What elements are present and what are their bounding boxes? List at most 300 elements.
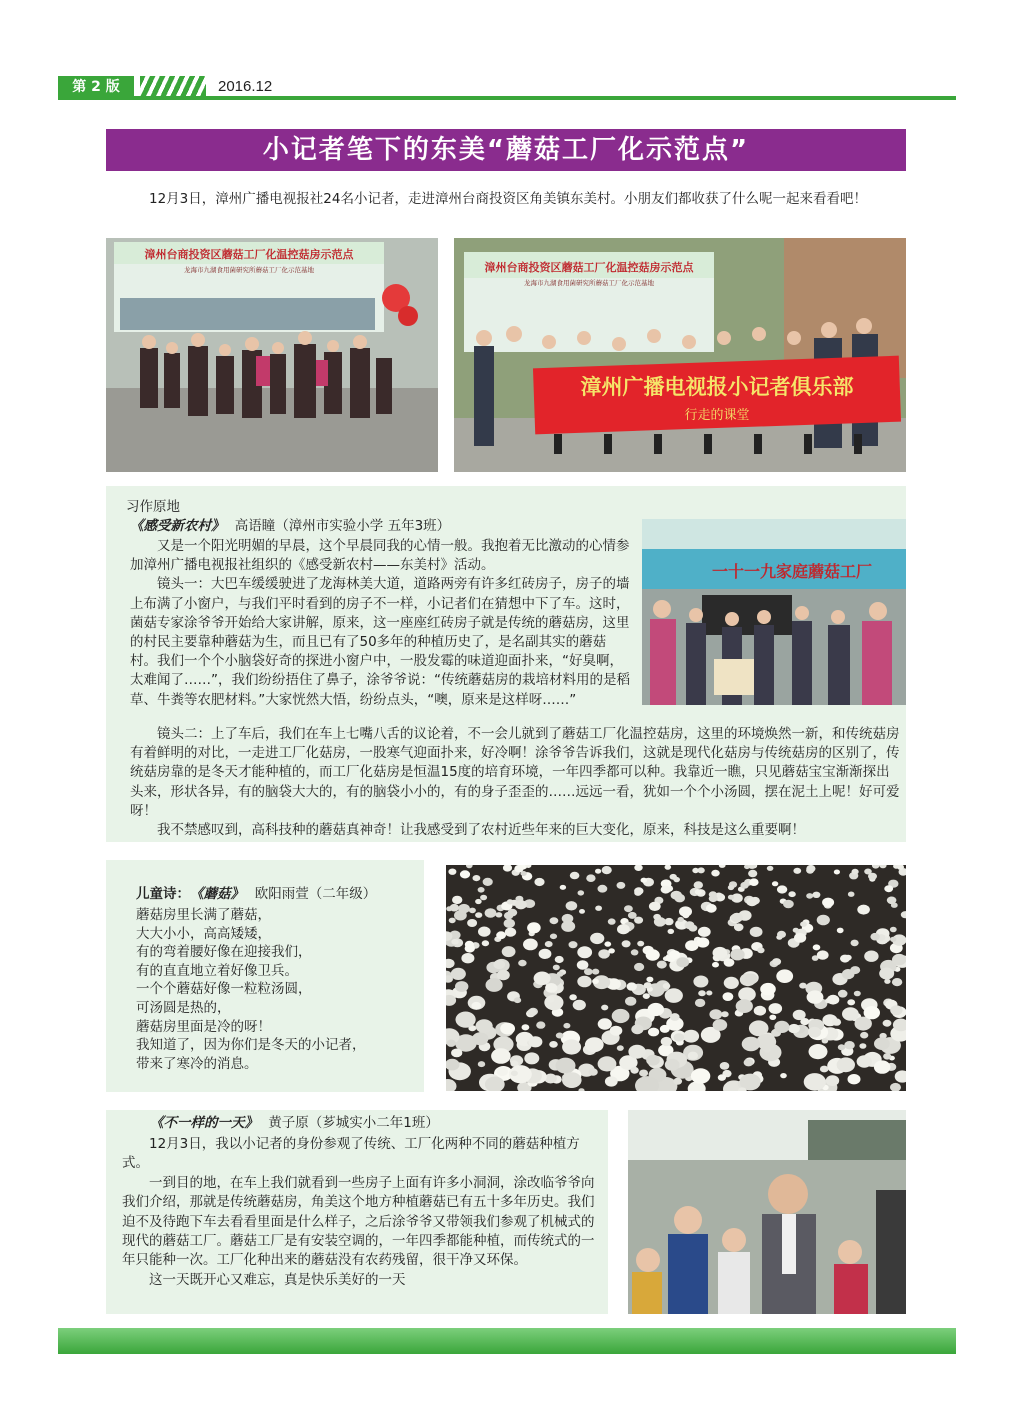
mushroom-cap [573, 1000, 586, 1011]
mushroom-cap [451, 939, 458, 945]
mushroom-cap [478, 1061, 485, 1067]
mushroom-cap [458, 904, 470, 913]
mushroom-cap [676, 957, 689, 967]
column-label: 习作原地 [126, 499, 180, 515]
mushroom-cap [570, 872, 580, 880]
mushroom-cap [817, 915, 830, 926]
mushroom-cap [476, 1019, 493, 1033]
mushroom-cap [604, 941, 611, 946]
mushroom-cap [465, 941, 474, 948]
mushroom-cap [528, 1036, 542, 1047]
mushroom-cap [679, 906, 692, 916]
poem-heading [136, 884, 376, 904]
mushroom-cap [860, 1032, 868, 1039]
mushroom-cap [724, 958, 735, 967]
mushroom-cap [450, 904, 459, 912]
mushroom-cap [837, 1057, 855, 1072]
mushroom-cap [892, 954, 906, 965]
mushroom-cap [644, 982, 652, 988]
mushroom-cap [842, 1007, 859, 1020]
poem-line: 蘑菇房里面是冷的呀！ [136, 1018, 271, 1035]
mushroom-cap [657, 961, 667, 969]
mushroom-cap [586, 874, 595, 882]
poem-line: 蘑菇房里长满了蘑菇， [136, 907, 271, 923]
mushroom-cap [478, 887, 485, 893]
mushroom-cap [678, 917, 684, 922]
mushroom-cap [646, 977, 653, 983]
mushroom-cap [859, 1043, 866, 1049]
mushroom-cap [608, 948, 615, 953]
mushroom-cap [592, 979, 599, 984]
mushroom-cap [622, 940, 631, 947]
mushroom-cap [769, 1003, 783, 1014]
mushroom-cap [838, 1044, 845, 1050]
mushroom-cap [555, 956, 564, 963]
article-3-author: 黄子原（芗城实小二年1班） [268, 1115, 439, 1131]
mushroom-cap [553, 965, 560, 971]
mushroom-cap [668, 929, 675, 934]
mushroom-cap [683, 1030, 699, 1043]
mushroom-cap [673, 1078, 682, 1085]
mushroom-cap [630, 1067, 638, 1074]
mushroom-cap [892, 978, 902, 986]
mushroom-cap [806, 893, 813, 899]
mushroom-cap [793, 868, 801, 874]
mushroom-cap [648, 1028, 659, 1037]
mushroom-cap [847, 999, 855, 1005]
mushroom-cap [598, 1018, 612, 1029]
mushroom-cap [736, 999, 753, 1013]
mushroom-cap [890, 937, 896, 942]
mushroom-cap [514, 865, 523, 873]
article-3-heading [150, 1114, 439, 1133]
mushroom-cap [864, 1006, 880, 1019]
mushroom-cap [887, 897, 897, 905]
mushroom-cap [788, 1024, 800, 1033]
mushroom-cap [631, 949, 639, 955]
mushroom-cap [800, 922, 807, 927]
mushroom-cap [469, 908, 476, 914]
mushroom-cap [772, 958, 781, 965]
article-3-body [122, 1135, 596, 1290]
mushroom-cap [788, 891, 795, 897]
mushroom-cap [822, 898, 834, 908]
footer-bar [58, 1328, 956, 1354]
mushroom-cap [515, 900, 527, 909]
mushroom-cap [585, 1037, 604, 1052]
mushroom-cap [601, 1005, 608, 1011]
mushroom-cap [706, 991, 712, 996]
mushroom-cap [808, 1027, 821, 1038]
mushroom-cap [536, 1021, 545, 1028]
mushroom-cap [486, 978, 503, 992]
mushroom-cap [777, 931, 786, 938]
intro-text: 12月3日，漳州广播电视报社24名小记者，走进漳州台商投资区角美镇东美村。小朋友们都收获了什么呢一起来看看吧！ [149, 191, 867, 207]
photo-group-banner [454, 238, 906, 472]
poem-title: 《蘑菇》 [190, 886, 244, 902]
mushroom-cap [508, 909, 518, 917]
mushroom-cap [496, 931, 506, 939]
poem-label: 儿童诗： [136, 886, 190, 902]
mushroom-cap [890, 927, 897, 933]
mushroom-cap [670, 1013, 680, 1021]
mushroom-cap [718, 1074, 726, 1081]
mushroom-cap [478, 927, 491, 937]
mushroom-cap [598, 885, 608, 893]
mushroom-cap [617, 924, 630, 934]
mushroom-cap [728, 895, 734, 900]
mushroom-cap [777, 885, 787, 893]
mushroom-cap [857, 905, 870, 915]
mushroom-cap [713, 1019, 728, 1031]
mushroom-cap [577, 976, 591, 988]
mushroom-cap [595, 869, 601, 874]
mushroom-cap [837, 928, 844, 934]
mushroom-cap [631, 1024, 643, 1034]
mushroom-cap [514, 997, 521, 1003]
mushroom-cap [712, 962, 719, 968]
mushroom-cap [588, 1068, 597, 1076]
mushroom-cap [827, 995, 839, 1005]
mushroom-cap [451, 968, 466, 980]
mushroom-cap [857, 1055, 872, 1067]
mushroom-cap [734, 923, 744, 931]
mushroom-cap [845, 955, 852, 961]
issue-date: 2016.12 [218, 78, 273, 95]
mushroom-cap [817, 950, 829, 959]
mushroom-cap [838, 990, 848, 998]
mushroom-cap [870, 933, 879, 941]
mushroom-cap [475, 912, 482, 918]
article-1-body-bottom [130, 725, 900, 840]
mushroom-cap [806, 865, 815, 872]
mushroom-cap [617, 1045, 624, 1051]
sign-board-subtitle-2: 龙海市九湖食用菌研究所蘑菇工厂化示范基地 [524, 279, 654, 287]
mushroom-cap [527, 1009, 536, 1017]
mushroom-cap [483, 878, 493, 886]
mushroom-cap [448, 869, 456, 875]
mushroom-cap [731, 913, 743, 923]
mushroom-cap [890, 1005, 902, 1015]
mushroom-cap [577, 946, 592, 958]
mushroom-cap [653, 914, 661, 920]
mushroom-cap [648, 1003, 665, 1016]
mushroom-cap [511, 1071, 518, 1077]
banner-sub-text: 行走的课堂 [684, 408, 750, 423]
mushroom-cap [854, 991, 861, 997]
mushroom-cap [539, 949, 552, 959]
article-1-body-top [130, 537, 632, 710]
mushroom-cap [852, 869, 859, 875]
mushroom-cap [724, 977, 739, 989]
mushroom-cap [634, 917, 643, 924]
edition-label: 第 2 版 [58, 76, 134, 98]
mushroom-cap [721, 1011, 729, 1017]
mushroom-cap [637, 941, 644, 947]
mushroom-cap [449, 918, 456, 924]
mushroom-cap [595, 906, 602, 911]
mushroom-cap [566, 901, 578, 910]
mushroom-cap [698, 990, 706, 996]
mushroom-cap [834, 870, 840, 875]
factory-sign-text: 一十一九家庭蘑菇工厂 [711, 562, 873, 581]
mushroom-cap [452, 896, 462, 904]
banner-main-text: 漳州广播电视报小记者俱乐部 [580, 375, 854, 399]
mushroom-cap [842, 969, 855, 979]
article-1-paragraph: 镜头一：大巴车缓缓驶进了龙海林美大道，道路两旁有许多红砖房子，房子的墙上布满了小窗户，与我们平时看到的房子不一样，小记者们在猜想中下了车。这时，菌菇专家涂爷爷开始给大家讲解，原来，这一座座红砖房子就是传统的蘑菇房，这里的村民主要靠种蘑菇为生，而且已有了50多年的种植历史了，是名副其实的蘑菇村。我们一个个小脑袋好奇的探进小窗户中，一股发霉的味道迎面扑来，“好臭啊，太难闻了……”，我们纷纷捂住了鼻子，涂爷爷说：“传统蘑菇房的栽培材料用的是稻草、牛粪等农肥材料。”大家恍然大悟，纷纷点头，“噢，原来是这样呀……” [130, 576, 630, 708]
mushroom-cap [485, 908, 497, 917]
mushroom-cap [491, 1048, 511, 1064]
mushroom-cap [646, 949, 660, 960]
poem-line: 带来了寒冷的消息。 [136, 1055, 258, 1072]
mushroom-cap [665, 988, 683, 1003]
mushroom-cap [556, 1058, 576, 1074]
mushroom-cap [883, 1020, 892, 1027]
mushroom-cap [502, 946, 516, 957]
mushroom-cap [455, 981, 468, 992]
mushroom-cap [749, 878, 758, 886]
mushroom-cap [579, 909, 585, 914]
mushroom-cap [522, 1024, 530, 1030]
photo-factory-crowd [642, 519, 906, 705]
mushroom-cap [832, 1018, 841, 1025]
mushroom-cap [693, 976, 708, 988]
mushroom-cap [641, 878, 648, 883]
mushroom-cap [685, 940, 698, 951]
mushroom-cap [674, 1033, 685, 1041]
mushroom-cap [793, 928, 799, 933]
mushroom-cap [772, 881, 778, 886]
article-3-paragraph: 12月3日，我以小记者的身份参观了传统、工厂化两种不同的蘑菇种植方式。 [122, 1136, 580, 1172]
header-stripes [140, 76, 206, 98]
mushroom-cap [809, 1044, 828, 1059]
mushroom-cap [590, 933, 604, 944]
mushroom-cap [663, 983, 671, 989]
mushroom-cap [883, 1053, 891, 1060]
mushroom-cap [550, 917, 559, 924]
mushroom-cap [451, 1049, 462, 1058]
mushroom-cap [497, 1067, 508, 1076]
mushroom-cap [545, 941, 553, 947]
mushroom-cap [569, 994, 577, 1000]
mushroom-cap [523, 939, 538, 951]
mushroom-cap [780, 1073, 787, 1078]
mushroom-cap [711, 870, 719, 877]
article-3-title: 《不一样的一天》 [150, 1115, 258, 1131]
mushroom-cap [728, 885, 734, 890]
mushroom-cap [822, 1038, 829, 1043]
mushroom-cap [730, 949, 744, 961]
mushroom-cap [673, 877, 680, 882]
photo-expert-with-children [628, 1110, 906, 1314]
article-1-author: 高语瞳（漳州市实验小学 五年3班） [234, 518, 451, 534]
poem-line: 大大小小，高高矮矮， [136, 925, 271, 942]
article-1-paragraph: 镜头二：上了车后，我们在车上七嘴八舌的议论着，不一会儿就到了蘑菇工厂化温控菇房，这里的环境焕然一新，和传统菇房有着鲜明的对比，一走进工厂化菇房，一股寒气迎面扑来，好冷啊！涂爷爷告诉我们，这就是现代化菇房与传统菇房的区别了，传统菇房靠的是冬天才能种植的，而工厂化菇房是恒温15度的培育环境，一年四季都可以种。我靠近一瞧，只见蘑菇宝宝渐渐探出头来，形状各异，有的脑袋大大的，有的脑袋小小的，有的身子歪歪的……远远一看，犹如一个个小汤圆，摆在泥土上呢！好可爱呀！ [130, 726, 900, 819]
mushroom-cap [844, 1041, 855, 1049]
mushroom-cap [646, 1055, 660, 1066]
mushroom-cap [605, 1076, 618, 1086]
mushroom-cap [740, 882, 748, 889]
mushroom-cap [826, 1075, 839, 1086]
mushroom-cap [447, 1040, 456, 1047]
mushroom-cap [744, 1059, 754, 1067]
mushroom-cap [634, 890, 642, 896]
mushroom-cap [745, 973, 758, 984]
article-3-paragraph: 一到目的地，在车上我们就看到一些房子上面有许多小洞洞，涂改临爷爷向我们介绍，那就是传统蘑菇房，角美这个地方种植蘑菇已有五十多年历史。我们迫不及待跑下车去看看里面是什么样子，之后涂爷爷又带领我们参观了机械式的现代的蘑菇工厂。蘑菇工厂是有安装空调的，一年四季都能种植，而传统式的一年只能种一次。工厂化种出来的蘑菇没有农药残留，很干净又环保。 [122, 1174, 595, 1269]
mushroom-cap [799, 983, 807, 989]
mushroom-cap [754, 1006, 766, 1016]
mushroom-cap [706, 904, 717, 913]
mushroom-cap [550, 934, 557, 940]
mushroom-cap [783, 900, 794, 909]
photo-mushrooms [446, 865, 906, 1091]
mushroom-cap [475, 899, 482, 904]
mushroom-cap [695, 889, 702, 895]
mushroom-cap [738, 987, 756, 1001]
mushroom-cap [804, 1073, 826, 1091]
mushroom-cap [698, 927, 711, 937]
mushroom-cap [643, 993, 650, 999]
mushroom-cap [560, 885, 566, 890]
mushroom-cap [625, 997, 636, 1006]
mushroom-cap [507, 899, 514, 904]
mushroom-cap [534, 972, 551, 986]
mushroom-cap [473, 875, 481, 881]
mushroom-cap [694, 881, 703, 889]
mushroom-cap [874, 1060, 891, 1073]
mushroom-cap [624, 905, 633, 912]
mushroom-cap [569, 941, 578, 948]
mushroom-cap [767, 866, 774, 871]
mushroom-cap [723, 992, 734, 1001]
mushroom-cap [577, 960, 589, 969]
mushroom-cap [578, 890, 585, 895]
mushroom-cap [794, 933, 806, 943]
mushroom-cap [472, 1032, 488, 1045]
mushroom-cap [505, 928, 516, 937]
mushroom-cap [709, 1009, 722, 1019]
mushroom-cap [493, 960, 505, 969]
article-1-title: 《感受新农村》 [130, 518, 225, 534]
mushroom-cap [562, 1039, 581, 1054]
mushroom-cap [864, 951, 878, 962]
mushroom-cap [524, 1052, 539, 1064]
mushroom-cap [848, 892, 855, 897]
mushroom-cap [720, 1062, 730, 1070]
poem-line: 可汤圆是热的， [136, 999, 231, 1016]
poem-author: 欧阳雨萱（二年级） [254, 886, 377, 902]
poem-body [136, 906, 416, 1073]
mushroom-cap [713, 947, 728, 959]
mushroom-cap [634, 963, 644, 971]
sign-board-subtitle: 龙海市九湖食用菌研究所蘑菇工厂化示范基地 [184, 266, 314, 274]
mushroom-cap [456, 1012, 476, 1028]
mushroom-cap [602, 866, 612, 874]
mushroom-cap [561, 921, 575, 932]
mushroom-cap [500, 1023, 515, 1035]
mushroom-cap [617, 882, 626, 889]
mushroom-cap [793, 1010, 806, 1020]
mushroom-cap [742, 1037, 760, 1052]
mushroom-cap [460, 870, 470, 878]
header-rule [58, 96, 956, 100]
mushroom-cap [527, 922, 541, 933]
mushroom-cap [461, 953, 474, 963]
mushroom-cap [674, 894, 685, 903]
mushroom-cap [746, 897, 757, 906]
mushroom-cap [769, 1015, 776, 1020]
mushroom-cap [874, 1037, 890, 1050]
mushroom-cap [592, 969, 599, 975]
mushroom-cap [695, 999, 705, 1007]
mushroom-cap [497, 970, 510, 980]
mushroom-cap [480, 895, 487, 901]
mushroom-cap [627, 982, 637, 990]
mushroom-cap [584, 968, 593, 975]
mushroom-cap [820, 1066, 829, 1073]
mushroom-cap [612, 1009, 630, 1023]
mushroom-cap [608, 918, 616, 924]
mushroom-cap [547, 997, 555, 1003]
mushroom-cap [813, 944, 821, 950]
mushroom-cap [812, 892, 820, 898]
poem-line: 有的弯着腰好像在迎接我们， [136, 944, 312, 961]
mushroom-cap [661, 886, 671, 894]
mushroom-cap [691, 1068, 710, 1083]
mushroom-cap [518, 960, 526, 967]
mushroom-cap [709, 891, 717, 898]
mushroom-cap [628, 1045, 645, 1059]
mushroom-cap [598, 949, 610, 958]
poem-line: 一个个蘑菇好像一粒粒汤圆， [136, 981, 312, 998]
mushroom-cap [598, 1056, 617, 1071]
mushroom-cap [748, 870, 757, 877]
mushroom-cap [760, 983, 776, 995]
mushroom-cap [868, 873, 877, 880]
mushroom-cap [544, 995, 563, 1010]
mushroom-cap [496, 912, 503, 917]
mushroom-cap [665, 1059, 680, 1071]
mushroom-cap [563, 1023, 570, 1029]
mushroom-cap [851, 940, 859, 947]
mushroom-cap [545, 983, 557, 993]
sign-board-title-2: 漳州台商投资区蘑菇工厂化温控菇房示范点 [484, 261, 694, 274]
mushroom-cap [649, 902, 661, 911]
mushroom-cap [750, 927, 763, 937]
mushroom-cap [807, 990, 824, 1003]
mushroom-cap [669, 950, 680, 959]
article-1-heading [130, 517, 450, 536]
mushroom-cap [562, 1072, 582, 1088]
article-3-paragraph: 这一天既开心又难忘，真是快乐美好的一天 [149, 1271, 406, 1288]
mushroom-cap [610, 1026, 623, 1036]
mushroom-cap [471, 1002, 481, 1010]
article-1-paragraph: 又是一个阳光明媚的早晨，这个早晨同我的心情一般。我抱着无比激动的心情参加漳州广播电视报社组织的《感受新农村——东美村》活动。 [130, 538, 630, 574]
mushroom-cap [661, 1037, 672, 1046]
poem-line: 有的直直地立着好像卫兵。 [136, 962, 298, 979]
mushroom-cap [879, 968, 894, 980]
sign-board-title: 漳州台商投资区蘑菇工厂化温控菇房示范点 [144, 248, 354, 261]
mushroom-cap [504, 919, 515, 928]
mushroom-cap [884, 885, 893, 892]
mushroom-cap [884, 979, 890, 984]
poem-line: 我知道了，因为你们是冬天的小记者， [136, 1037, 366, 1054]
mushroom-cap [660, 1025, 670, 1033]
mushroom-cap [639, 1070, 648, 1077]
mushroom-cap [482, 940, 489, 946]
mushroom-cap [688, 1052, 698, 1060]
mushroom-cap [685, 921, 695, 929]
